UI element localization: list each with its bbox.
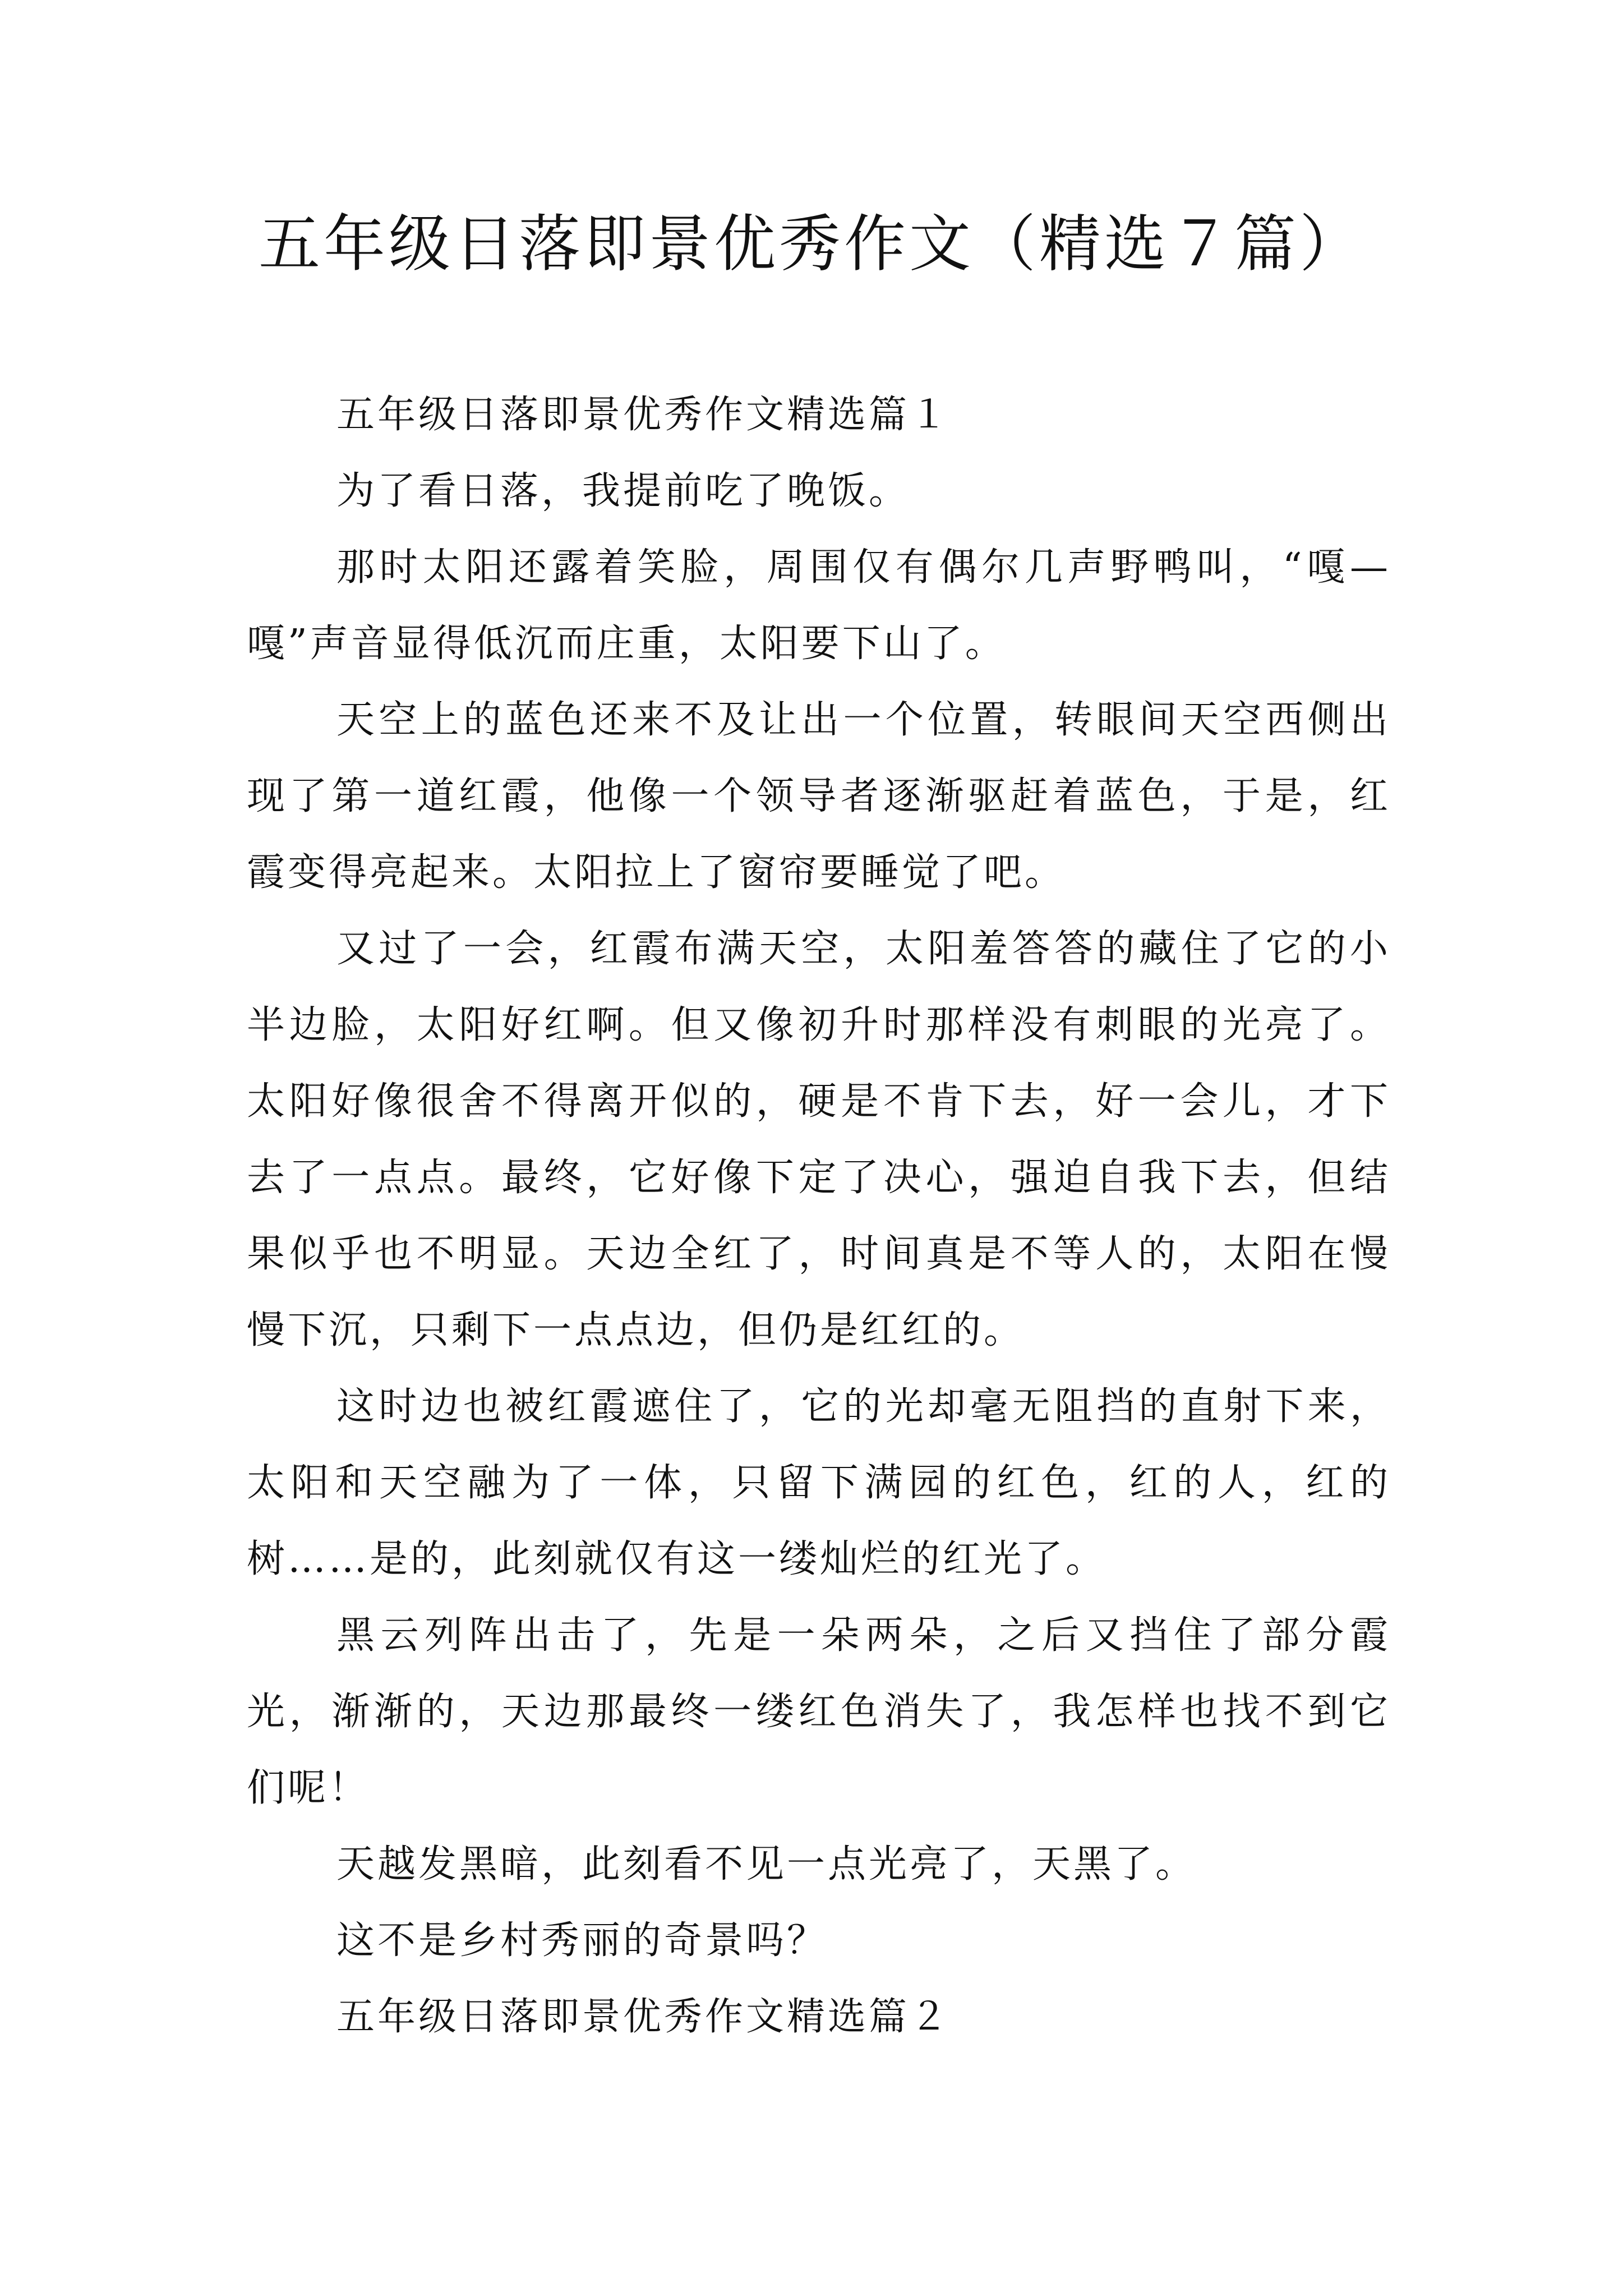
- paragraph: 又过了一会，红霞布满天空，太阳羞答答的藏住了它的小半边脸，太阳好红啊。但又像初升时那样没有刺眼的光亮了。太阳好像很舍不得离开似的，硬是不肯下去，好一会儿，才下去了一点点。最终，它好像下定了决心，强迫自我下去，但结果似乎也不明显。天边全红了，时间真是不等人的，太阳在慢慢下沉，只剩下一点点边，但仍是红红的。: [247, 927, 1391, 1352]
- paragraph: 天空上的蓝色还来不及让出一个位置，转眼间天空西侧出现了第一道红霞，他像一个领导者逐渐驱赶着蓝色，于是，红霞变得亮起来。太阳拉上了窗帘要睡觉了吧。: [247, 698, 1391, 895]
- paragraph: 为了看日落，我提前吃了晚饭。: [336, 469, 910, 513]
- document-title: 五年级日落即景优秀作文（精选７篇）: [259, 208, 1364, 280]
- paragraph: 黑云列阵出击了，先是一朵两朵，之后又挡住了部分霞光，渐渐的，天边那最终一缕红色消失了，我怎样也找不到它们呢！: [247, 1613, 1391, 1810]
- paragraph: 这不是乡村秀丽的奇景吗？: [336, 1918, 828, 1963]
- paragraph: 这时边也被红霞遮住了，它的光却毫无阻挡的直射下来，太阳和天空融为了一体，只留下满园的红色，红的人，红的树……是的，此刻就仅有这一缕灿烂的红光了。: [247, 1384, 1391, 1581]
- paragraph: 天越发黑暗，此刻看不见一点光亮了，天黑了。: [336, 1842, 1197, 1887]
- paragraph: 那时太阳还露着笑脸，周围仅有偶尔几声野鸭叫，“嘎—嘎”声音显得低沉而庄重，太阳要下山了。: [247, 545, 1391, 666]
- document-body: [247, 377, 1391, 2055]
- section-heading-2: 五年级日落即景优秀作文精选篇２: [336, 1995, 951, 2039]
- section-heading-1: 五年级日落即景优秀作文精选篇１: [336, 393, 951, 437]
